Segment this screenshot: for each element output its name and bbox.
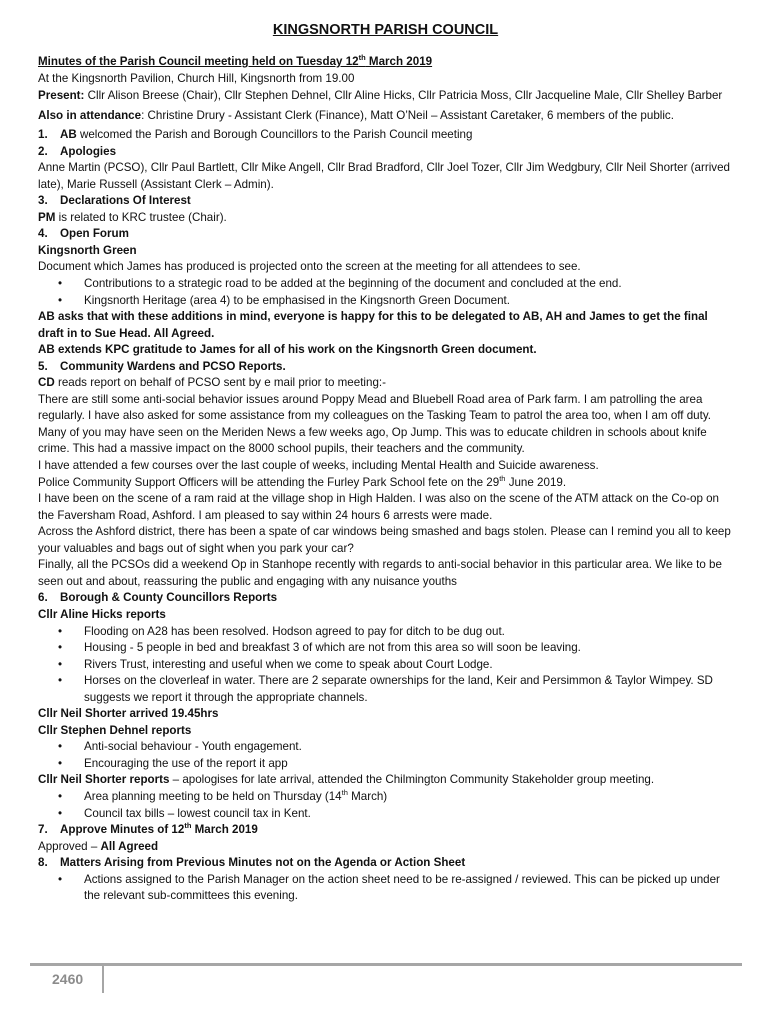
- attendance-label: Also in attendance: [38, 109, 142, 123]
- subheading-text: Cllr Stephen Dehnel reports: [38, 723, 192, 737]
- resolution-text: AB asks that with these additions in mind, everyone is happy for this to be delegated to AB, AH and James to get the final draft in to Sue Head. All Agreed.: [38, 310, 708, 340]
- list-item: • Rivers Trust, interesting and useful when we come to speak about Court Lodge.: [38, 657, 733, 674]
- ordinal-sup: th: [184, 821, 192, 831]
- ordinal-sup: th: [341, 788, 348, 798]
- arrival-note: [38, 706, 733, 723]
- pcso-paragraph: Across the Ashford district, there has been a spate of car windows being smashed and bags stolen. Please can I remind you all to keep your valuables and bags out of sight when you park your car?: [38, 525, 731, 555]
- attendance-paragraph: [38, 107, 733, 125]
- section-heading: [60, 823, 258, 836]
- section-heading: Borough & County Councillors Reports: [60, 591, 278, 605]
- declaration-text: [38, 210, 733, 227]
- section-heading: Apologies: [60, 144, 117, 158]
- section-heading: Community Wardens and PCSO Reports.: [60, 359, 286, 373]
- list-item: [38, 789, 733, 806]
- page-number: 2460: [52, 971, 84, 987]
- resolution-gratitude: [38, 342, 733, 359]
- list-item: • Flooding on A28 has been resolved. Hodson agreed to pay for ditch to be dug out.: [38, 624, 733, 641]
- footer-rule: [30, 963, 742, 966]
- list-item: • Anti-social behaviour - Youth engagement.: [38, 739, 733, 756]
- list-item-text: Area planning meeting to be held on Thursday (14: [84, 789, 342, 803]
- initials: AB: [60, 128, 77, 142]
- section-1: [38, 127, 733, 144]
- section-6-heading: [38, 590, 733, 607]
- approval-text: Approved –: [38, 839, 101, 853]
- section-8-heading: [38, 855, 733, 872]
- pcso-paragraph: There are still some anti-social behavior issues around Poppy Mead and Bluebell Road area of Park farm. I am patrolling the area regularly. I have also asked for some assistance from my colleagues on the Tasking Team to patrol the area too, when I am off duty.: [38, 392, 712, 423]
- list-item: • Council tax bills – lowest council tax in Kent.: [38, 806, 733, 823]
- subheading-text: Kingsnorth Green: [38, 243, 137, 257]
- open-forum-text: Document which James has produced is projected onto the screen at the meeting for all attendees to see.: [38, 260, 581, 274]
- subheading-text: Cllr Aline Hicks reports: [38, 607, 166, 621]
- present-list: Cllr Alison Breese (Chair), Cllr Stephen Dehnel, Cllr Aline Hicks, Cllr Patricia Moss, Cllr Jacqueline Male, Cllr Shelley Barber: [84, 89, 723, 103]
- section-text: welcomed the Parish and Borough Councillors to the Parish Council meeting: [76, 128, 473, 142]
- dehnel-subheading: [38, 723, 733, 740]
- present-label: Present:: [38, 89, 85, 103]
- section-7-heading: [38, 822, 733, 839]
- list-item: • Contributions to a strategic road to be added at the beginning of the document and concluded at the end.: [38, 276, 733, 293]
- section-text: reads report on behalf of PCSO sent by e mail prior to meeting:-: [54, 376, 386, 390]
- approval-result: All Agreed: [100, 839, 159, 853]
- pcso-paragraph: Many of you may have seen on the Meriden News a few weeks ago, Op Jump. This was to educate children in schools about knife crime. This had a massive impact on the 8000 school pupils, their teachers and the community.: [38, 425, 707, 456]
- meeting-heading-sup: th: [358, 53, 366, 63]
- council-title: KINGSNORTH PARISH COUNCIL: [272, 22, 499, 38]
- heading-text: Approve Minutes of 12: [60, 823, 185, 837]
- present-paragraph: [38, 87, 733, 105]
- resolution-delegation: [38, 309, 733, 342]
- kingsnorth-green-subheading: [38, 243, 733, 260]
- list-item: • Housing - 5 people in bed and breakfast 3 of which are not from this area so will soon be leaving.: [38, 640, 733, 657]
- subheading-text: Cllr Neil Shorter reports: [38, 773, 170, 787]
- apologies-text: Anne Martin (PCSO), Cllr Paul Bartlett, Cllr Mike Angell, Cllr Brad Bradford, Cllr Joel Tozer, Cllr Jim Wedgbury, Cllr Neil Shorter (arrived late), Marie Russell (Assistant Clerk – Admin).: [38, 161, 730, 191]
- list-item: • Encouraging the use of the report it app: [38, 756, 733, 773]
- hicks-subheading: [38, 607, 733, 624]
- pcso-paragraph: I have been on the scene of a ram raid at the village shop in High Halden. I was also on the scene of the ATM attack on the Co-op on the Faversham Road, Ashford. I am pleased to say within 24 hours 6 arrests were made.: [38, 492, 720, 522]
- section-number: 1.: [38, 128, 48, 142]
- pcso-paragraph: Finally, all the PCSOs did a weekend Op in Stanhope recently with regards to anti-social behavior in this particular area. We like to be seen out and about, reassuring the public and engaging with any nuisance youths: [38, 558, 722, 588]
- paragraph-text: Police Community Support Officers will be attending the Furley Park School fete on the 29: [38, 475, 500, 489]
- section-text: – apologises for late arrival, attended the Chilmington Community Stakeholder group meeting.: [169, 773, 655, 787]
- resolution-text: AB extends KPC gratitude to James for all of his work on the Kingsnorth Green document.: [38, 343, 537, 357]
- section-4-heading: [38, 226, 733, 243]
- section-3-heading: [38, 193, 733, 210]
- approval-line: [38, 839, 733, 856]
- section-text: is related to KRC trustee (Chair).: [55, 210, 227, 224]
- meeting-heading-text: Minutes of the Parish Council meeting held on Tuesday 12: [38, 55, 359, 68]
- section-number: 7.: [38, 823, 48, 837]
- minutes-document: [38, 20, 733, 905]
- section-number: 6.: [38, 591, 48, 605]
- section-number: 2.: [38, 144, 48, 158]
- section-5-heading: [38, 359, 733, 376]
- initials: PM: [38, 210, 56, 224]
- arrival-text: Cllr Neil Shorter arrived 19.45hrs: [38, 707, 219, 721]
- list-item-text: March): [347, 789, 388, 803]
- page-footer: [30, 963, 742, 993]
- section-number: 3.: [38, 194, 48, 208]
- meeting-heading-date: March 2019: [365, 55, 433, 68]
- list-item: • Horses on the cloverleaf in water. There are 2 separate ownerships for the land, Keir and Persimmon & Taylor Wimpey. SD suggests we report it through the appropriate channels.: [38, 673, 733, 706]
- section-heading: Matters Arising from Previous Minutes not on the Agenda or Action Sheet: [60, 856, 466, 870]
- initials: CD: [38, 376, 55, 390]
- venue-line: At the Kingsnorth Pavilion, Church Hill, Kingsnorth from 19.00: [38, 71, 355, 85]
- pcso-paragraph: I have attended a few courses over the last couple of weeks, including Mental Health and Suicide awareness.: [38, 459, 599, 473]
- list-item: • Kingsnorth Heritage (area 4) to be emphasised in the Kingsnorth Green Document.: [38, 293, 733, 310]
- list-item: • Actions assigned to the Parish Manager on the action sheet need to be re-assigned / reviewed. This can be picked up under the relevant sub-committees this evening.: [38, 872, 733, 905]
- pcso-intro: [38, 375, 733, 392]
- heading-text: March 2019: [191, 823, 258, 837]
- pcso-paragraph: [38, 475, 733, 492]
- section-2-heading: [38, 144, 733, 161]
- shorter-subheading: [38, 772, 733, 789]
- ordinal-sup: th: [499, 473, 506, 483]
- section-number: 5.: [38, 359, 48, 373]
- section-number: 4.: [38, 227, 48, 241]
- attendance-list: : Christine Drury - Assistant Clerk (Finance), Matt O’Neil – Assistant Caretaker, 6 members of the public.: [141, 109, 674, 123]
- section-heading: Declarations Of Interest: [60, 194, 191, 208]
- meeting-heading: [38, 54, 733, 71]
- footer-divider: [102, 966, 104, 993]
- section-number: 8.: [38, 856, 48, 870]
- paragraph-text: June 2019.: [505, 475, 567, 489]
- section-heading: Open Forum: [60, 227, 129, 241]
